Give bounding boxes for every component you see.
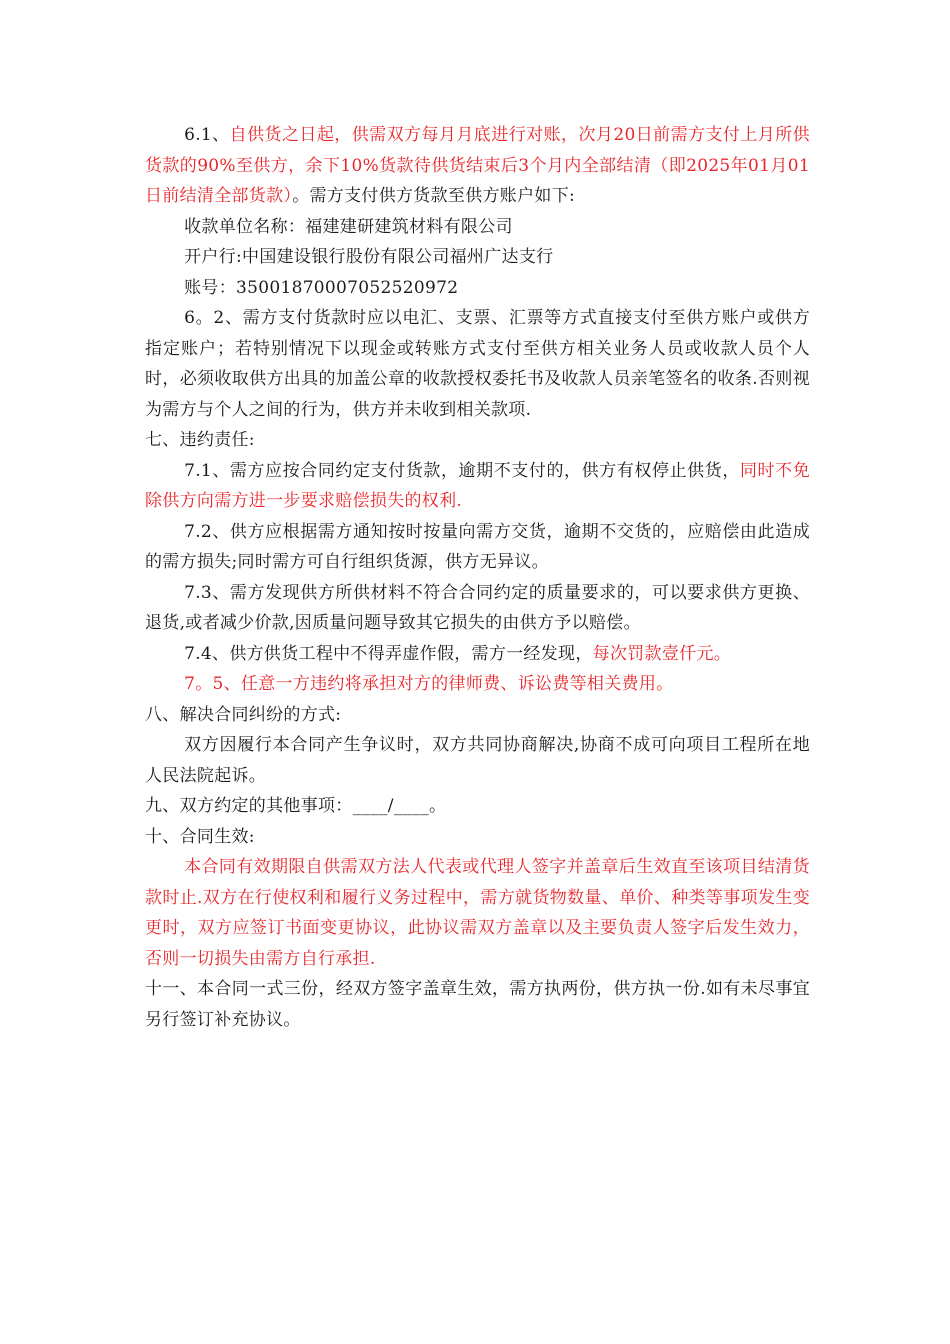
clause-7-1-red-text: 同时不免除供方向需方进一步要求赔偿损失的权利. xyxy=(145,460,810,511)
clause-7-1 xyxy=(145,456,810,517)
clause-7-1-text: 7.1、需方应按合同约定支付货款，逾期不支付的，供方有权停止供货， xyxy=(184,460,740,481)
clause-7-4 xyxy=(145,639,810,670)
clause-7-4-penalty: 每次罚款壹仟元。 xyxy=(592,643,732,664)
section-10-title: 十、合同生效: xyxy=(145,826,255,847)
account-number: 账号：35001870007052520972 xyxy=(184,277,459,298)
section-7-title: 七、违约责任: xyxy=(145,430,255,450)
clause-10: 本合同有效期限自供需双方法人代表或代理人签字并盖章后生效直至该项目结清货款时止.双方在行使权利和履行义务过程中，需方就货物数量、单价、种类等事项发生变更时，双方应签订书面变更协议，此协议需双方盖章以及主要负责人签字后发生效力，否则一切损失由需方自行承担. xyxy=(145,857,810,969)
clause-6-1-payment-terms: 自供货之日起，供需双方每月月底进行对账，次月20日前需方支付上月所供货款的90%至供方，余下10%货款待供货结束后3个月内全部结清（即2025年01月01日前结清全部货款） xyxy=(145,125,810,206)
clause-8: 双方因履行本合同产生争议时，双方共同协商解决,协商不成可向项目工程所在地人民法院起诉。 xyxy=(145,735,810,786)
clause-7-3: 7.3、需方发现供方所供材料不符合合同约定的质量要求的，可以要求供方更换、退货,或者减少价款,因质量问题导致其它损失的由供方予以赔偿。 xyxy=(145,582,810,633)
clause-6-1 xyxy=(145,120,810,212)
section-9-label: 九、双方约定的其他事项： xyxy=(145,796,353,816)
clause-6-1-prefix: 6.1、 xyxy=(184,125,230,145)
section-9-value: ____/____。 xyxy=(352,796,447,816)
clause-6-2: 6。2、需方支付货款时应以电汇、支票、汇票等方式直接支付至供方账户或供方指定账户；若特别情况下以现金或转账方式支付至供方相关业务人员或收款人员个人时，必须收取供方出具的加盖公章的收款授权委托书及收款人员亲笔签名的收条.否则视为需方与个人之间的行为，供方并未收到相关款项. xyxy=(145,308,810,420)
account-payee: 收款单位名称：福建建研建筑材料有限公司 xyxy=(184,216,513,237)
clause-7-5: 7。5、任意一方违约将承担对方的律师费、诉讼费等相关费用。 xyxy=(184,674,674,694)
section-9 xyxy=(145,791,810,822)
account-bank: 开户行:中国建设银行股份有限公司福州广达支行 xyxy=(184,247,554,267)
section-11: 十一、本合同一式三份，经双方签字盖章生效，需方执两份，供方执一份.如有未尽事宜另行签订补充协议。 xyxy=(145,979,810,1030)
clause-6-1-suffix: 。需方支付供方货款至供方账户如下: xyxy=(292,186,576,206)
clause-7-4-text: 7.4、供方供货工程中不得弄虚作假，需方一经发现， xyxy=(184,643,593,664)
contract-page xyxy=(145,120,810,1035)
clause-7-2: 7.2、供方应根据需方通知按时按量向需方交货，逾期不交货的，应赔偿由此造成的需方损失;同时需方可自行组织货源，供方无异议。 xyxy=(145,521,810,572)
section-8-title: 八、解决合同纠纷的方式: xyxy=(145,704,342,725)
